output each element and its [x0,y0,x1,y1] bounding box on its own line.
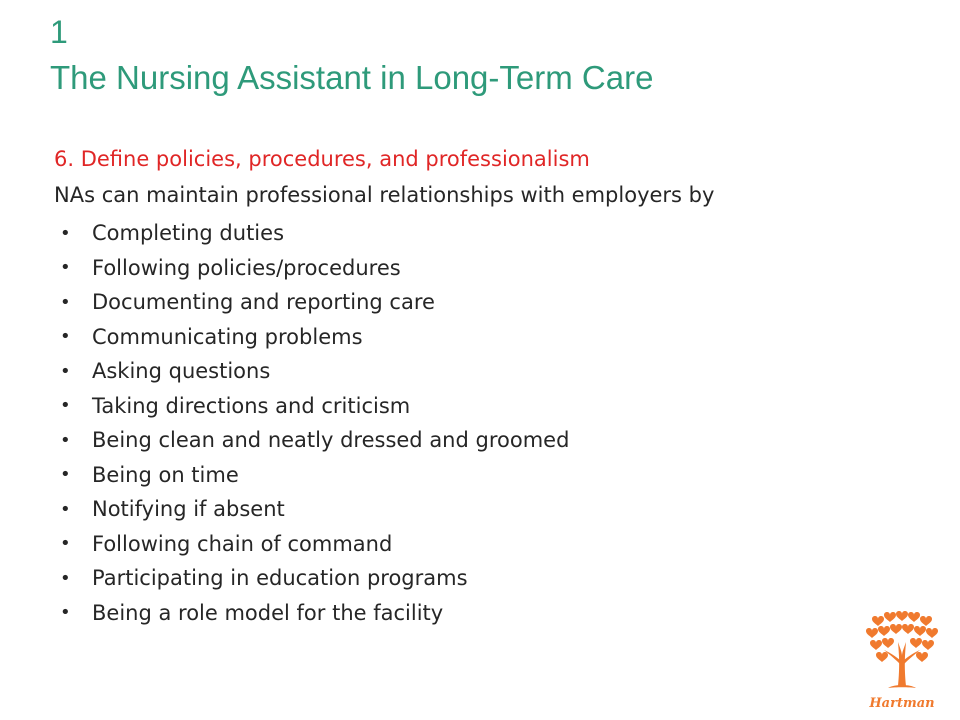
bullet-text: Asking questions [92,359,271,384]
bullet-text: Being a role model for the facility [92,600,444,625]
bullet-text: Following chain of command [92,531,393,556]
bullet-dot-icon: • [60,602,71,624]
bullet-text: Notifying if absent [92,497,285,522]
bullet-dot-icon: • [60,222,71,244]
bullet-dot-icon: • [60,360,71,382]
bullet-dot-icon: • [60,464,71,486]
bullet-text: Taking directions and criticism [92,393,411,418]
bullet-item [60,354,569,389]
bullet-text: Documenting and reporting care [92,290,435,315]
bullet-item [60,561,569,596]
bullet-item [60,389,569,424]
bullet-item [60,423,569,458]
logo-text: Hartman [869,696,935,711]
chapter-number: 1 [50,14,68,50]
bullet-item [60,320,569,355]
bullet-item [60,285,569,320]
bullet-text: Being clean and neatly dressed and groomed [92,428,570,453]
tree-of-hearts-icon [862,608,942,712]
bullet-dot-icon: • [60,326,71,348]
bullet-text: Completing duties [92,221,285,246]
bullet-list [60,216,569,630]
bullet-text: Following policies/procedures [92,255,401,280]
bullet-item [60,458,569,493]
hartman-logo [862,608,942,712]
bullet-item [60,492,569,527]
bullet-dot-icon: • [60,429,71,451]
bullet-text: Communicating problems [92,324,363,349]
objective-heading: 6. Define policies, procedures, and professionalism [54,147,590,171]
bullet-dot-icon: • [60,291,71,313]
bullet-item [60,527,569,562]
bullet-dot-icon: • [60,395,71,417]
bullet-item [60,596,569,631]
bullet-text: Being on time [92,462,239,487]
bullet-text: Participating in education programs [92,566,468,591]
bullet-dot-icon: • [60,533,71,555]
bullet-item [60,251,569,286]
intro-text: NAs can maintain professional relationships with employers by [54,183,715,207]
bullet-dot-icon: • [60,498,71,520]
bullet-item [60,216,569,251]
bullet-dot-icon: • [60,567,71,589]
bullet-dot-icon: • [60,257,71,279]
slide-title: The Nursing Assistant in Long-Term Care [50,59,654,96]
